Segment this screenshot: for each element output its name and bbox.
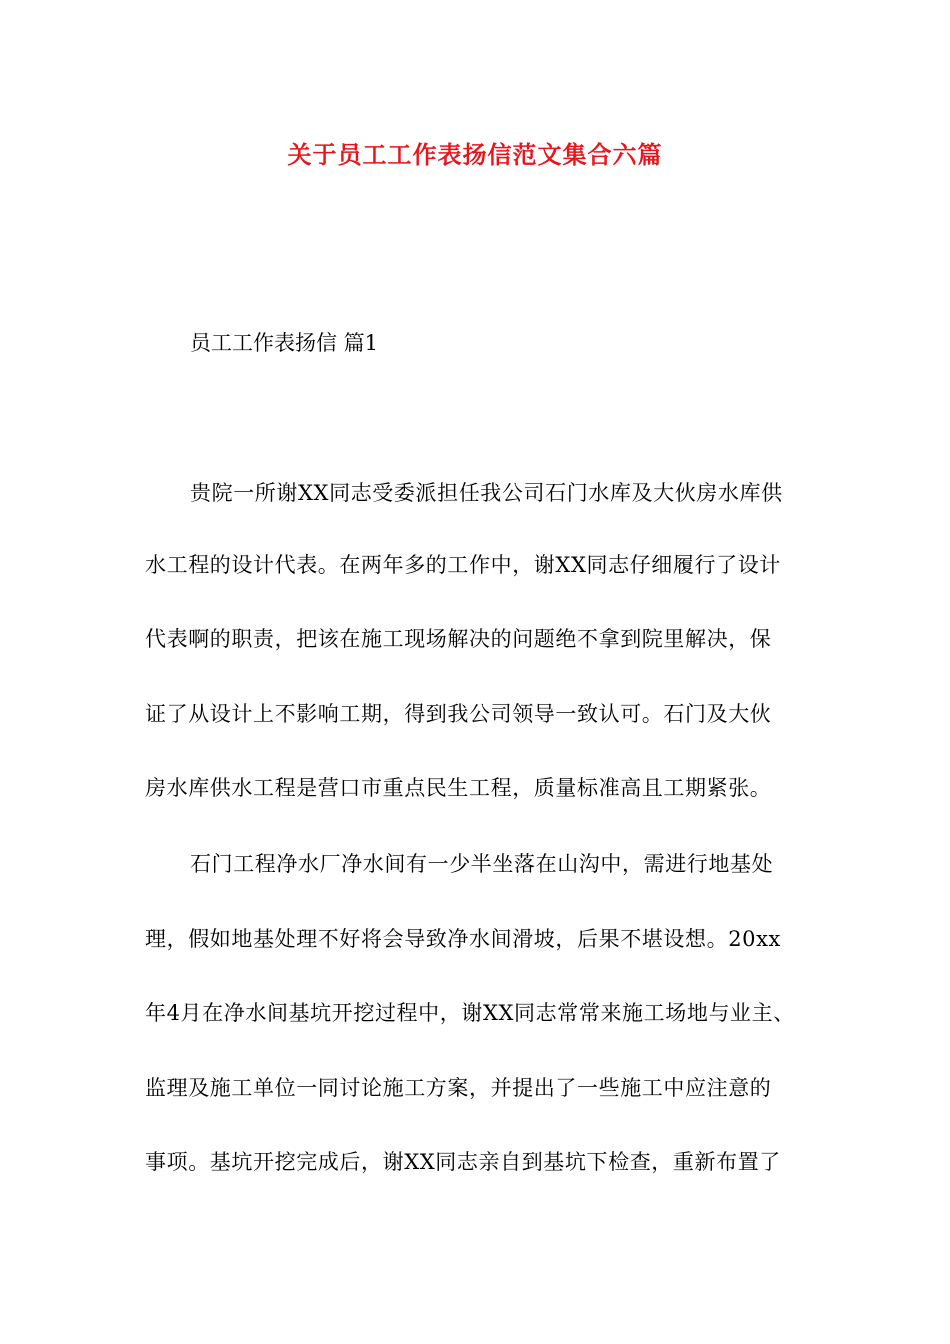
section-heading: 员工工作表扬信 篇1 <box>190 331 379 355</box>
paragraph-line: 理，假如地基处理不好将会导致净水间滑坡，后果不堪设想。20xx <box>145 927 782 951</box>
paragraph-line: 证了从设计上不影响工期，得到我公司领导一致认可。石门及大伙 <box>145 702 772 726</box>
paragraph-line: 年4月在净水间基坑开挖过程中，谢XX同志常常来施工场地与业主、 <box>145 1001 795 1025</box>
paragraph-line: 代表啊的职责，把该在施工现场解决的问题绝不拿到院里解决，保 <box>145 627 772 651</box>
paragraph-line: 事项。基坑开挖完成后，谢XX同志亲自到基坑下检查，重新布置了 <box>145 1150 781 1174</box>
paragraph-line: 房水库供水工程是营口市重点民生工程，质量标准高且工期紧张。 <box>145 776 772 800</box>
paragraph-line: 水工程的设计代表。在两年多的工作中，谢XX同志仔细履行了设计 <box>145 553 781 577</box>
paragraph-line: 贵院一所谢XX同志受委派担任我公司石门水库及大伙房水库供 <box>190 481 783 505</box>
paragraph-line: 石门工程净水厂净水间有一少半坐落在山沟中，需进行地基处 <box>190 852 774 876</box>
paragraph-line: 监理及施工单位一同讨论施工方案，并提出了一些施工中应注意的 <box>145 1076 772 1100</box>
document-title: 关于员工工作表扬信范文集合六篇 <box>287 140 663 169</box>
